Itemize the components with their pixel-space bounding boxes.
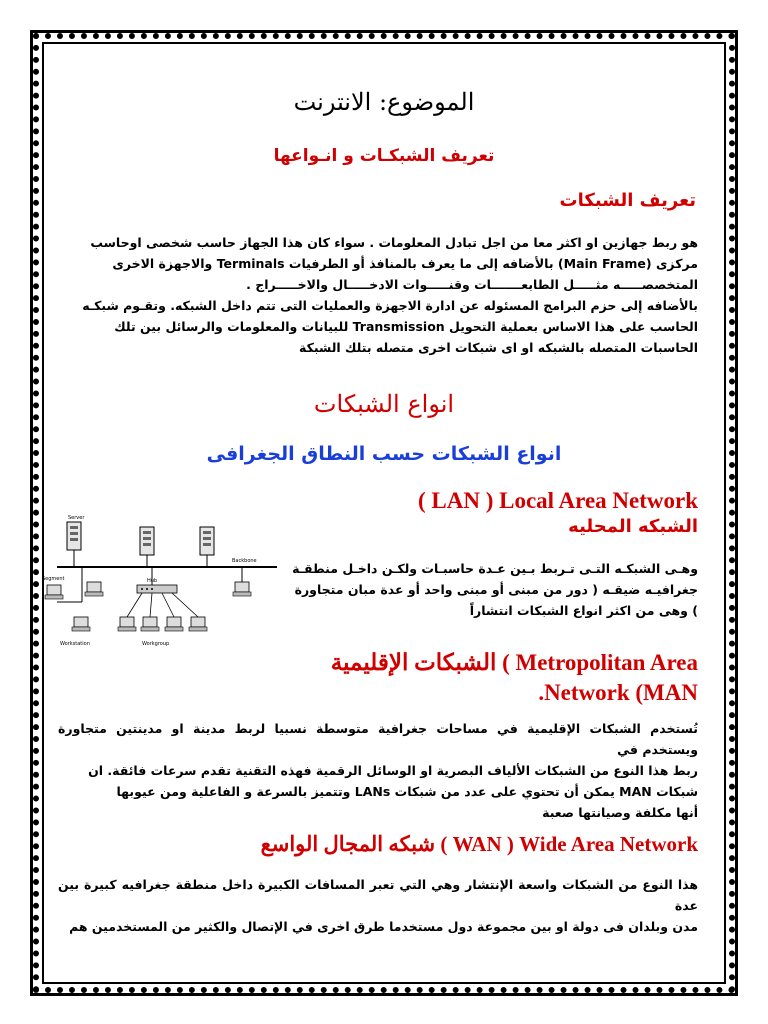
lan-arabic-name: الشبكه المحليه: [568, 516, 698, 537]
workstation-icon: [118, 617, 136, 631]
backbone-label: Backbone: [232, 558, 257, 564]
wan-line: مدن وبلدان فى دولة او بين مجموعة دول مستخدما طرق اخرى في الإتصال والكثير من المستخدمين هم: [69, 919, 698, 934]
workstation-icon: [233, 582, 251, 596]
definition-line: الحاسب على هذا الاساس بعملية التحويل Transmission للبيانات والمعلومات والرسائل بين تلك: [114, 319, 698, 334]
definition-line: الحاسبات المتصله بالشبكه او اى شبكات اخرى متصله بتلك الشبكة: [299, 340, 698, 355]
workstation-icon: [189, 617, 207, 631]
man-heading-line1: الشبكات الإقليمية ( Metropolitan Area: [330, 650, 698, 675]
lan-heading: ( LAN ) Local Area Network: [418, 488, 698, 513]
man-line: أنها مكلفة وصيانتها صعبة: [542, 805, 698, 820]
man-line: تُستخدم الشبكات الإقليمية في مساحات جغرافية متوسطة نسبيا لربط مدينة او مدينتين متجاورة ويستخدم في: [58, 721, 698, 757]
workgroup-label: Workgroup: [142, 641, 170, 647]
workstation-icon: [165, 617, 183, 631]
hub-icon: [137, 585, 177, 593]
network-types-heading: انواع الشبكات: [313, 390, 455, 418]
server-icon: [200, 527, 214, 555]
workstation-label: Workstation: [60, 641, 90, 647]
man-line: ربط هذا النوع من الشبكات الألياف البصرية او الوسائل الرقمية فهذه التقنية تقدم سرعات فائقة. ان: [88, 763, 698, 778]
definition-line: المتخصصـــــه مثـــــل الطابعـــــــات وقنـــــوات الادخـــــال والاخـــــراج .: [246, 277, 698, 292]
definition-paragraph: [58, 232, 698, 358]
definition-heading: تعريف الشبكات: [559, 190, 696, 211]
segment-label: Segment: [42, 576, 65, 582]
man-line: شبكات MAN يمكن أن تحتوي على عدد من شبكات LANs وتتميز بالسرعة و الفاعلية ومن عيوبها: [116, 784, 698, 799]
wan-paragraph: [58, 874, 698, 937]
workstation-icon: [141, 617, 159, 631]
document-subtitle: تعريف الشبكـات و انـواعها: [273, 146, 495, 166]
network-types-by-scope: انواع الشبكات حسب النطاق الجغرافى: [206, 443, 562, 465]
definition-line: مركزى (Main Frame) بالأضافه إلى ما يعرف بالمنافذ أو الطرفيات Terminals والاجهزة الاخرى: [112, 256, 698, 271]
server-label: Server: [68, 515, 85, 521]
man-heading-line2: .Network (MAN: [538, 680, 698, 705]
lan-line: جغرافيـه ضيقـه ( دور من مبنى أو مبنى واحد أو عدة مبان متجاورة: [294, 582, 698, 597]
man-paragraph: [58, 718, 698, 823]
workstation-icon: [85, 582, 103, 596]
document-title: الموضوع: الانترنت: [293, 88, 475, 116]
lan-line: ) وهى من اكثر انواع الشبكات انتشاراً: [469, 603, 698, 618]
workstation-icon: [72, 617, 90, 631]
wan-line: هذا النوع من الشبكات واسعة الإنتشار وهي التي تعبر المسافات الكبيرة داخل منطقة جغرافيه كبيرة بين عدة: [58, 877, 698, 913]
server-icon: [67, 522, 81, 550]
lan-line: وهـى الشبكـه التـى تـربط بـين عـدة حاسبـات ولكـن داخـل منطقـة: [292, 561, 698, 576]
wan-heading: شبكه المجال الواسع ( WAN ) Wide Area Network: [260, 832, 698, 856]
hub-label: Hub: [147, 578, 158, 584]
workstation-icon: [45, 585, 63, 599]
definition-line: بالأضافه إلى حزم البرامج المسئوله عن ادارة الاجهزة والعمليات التى تتم داخل الشبكه. وتقـوم شبكـه: [82, 298, 698, 313]
server-icon: [140, 527, 154, 555]
definition-line: هو ربط جهازين او اكثر معا من اجل تبادل المعلومات . سواء كان هذا الجهاز حاسب شخصى اوحاسب: [90, 235, 698, 250]
document-page: [42, 60, 706, 960]
lan-network-diagram: [42, 507, 282, 655]
lan-paragraph: [288, 558, 698, 621]
